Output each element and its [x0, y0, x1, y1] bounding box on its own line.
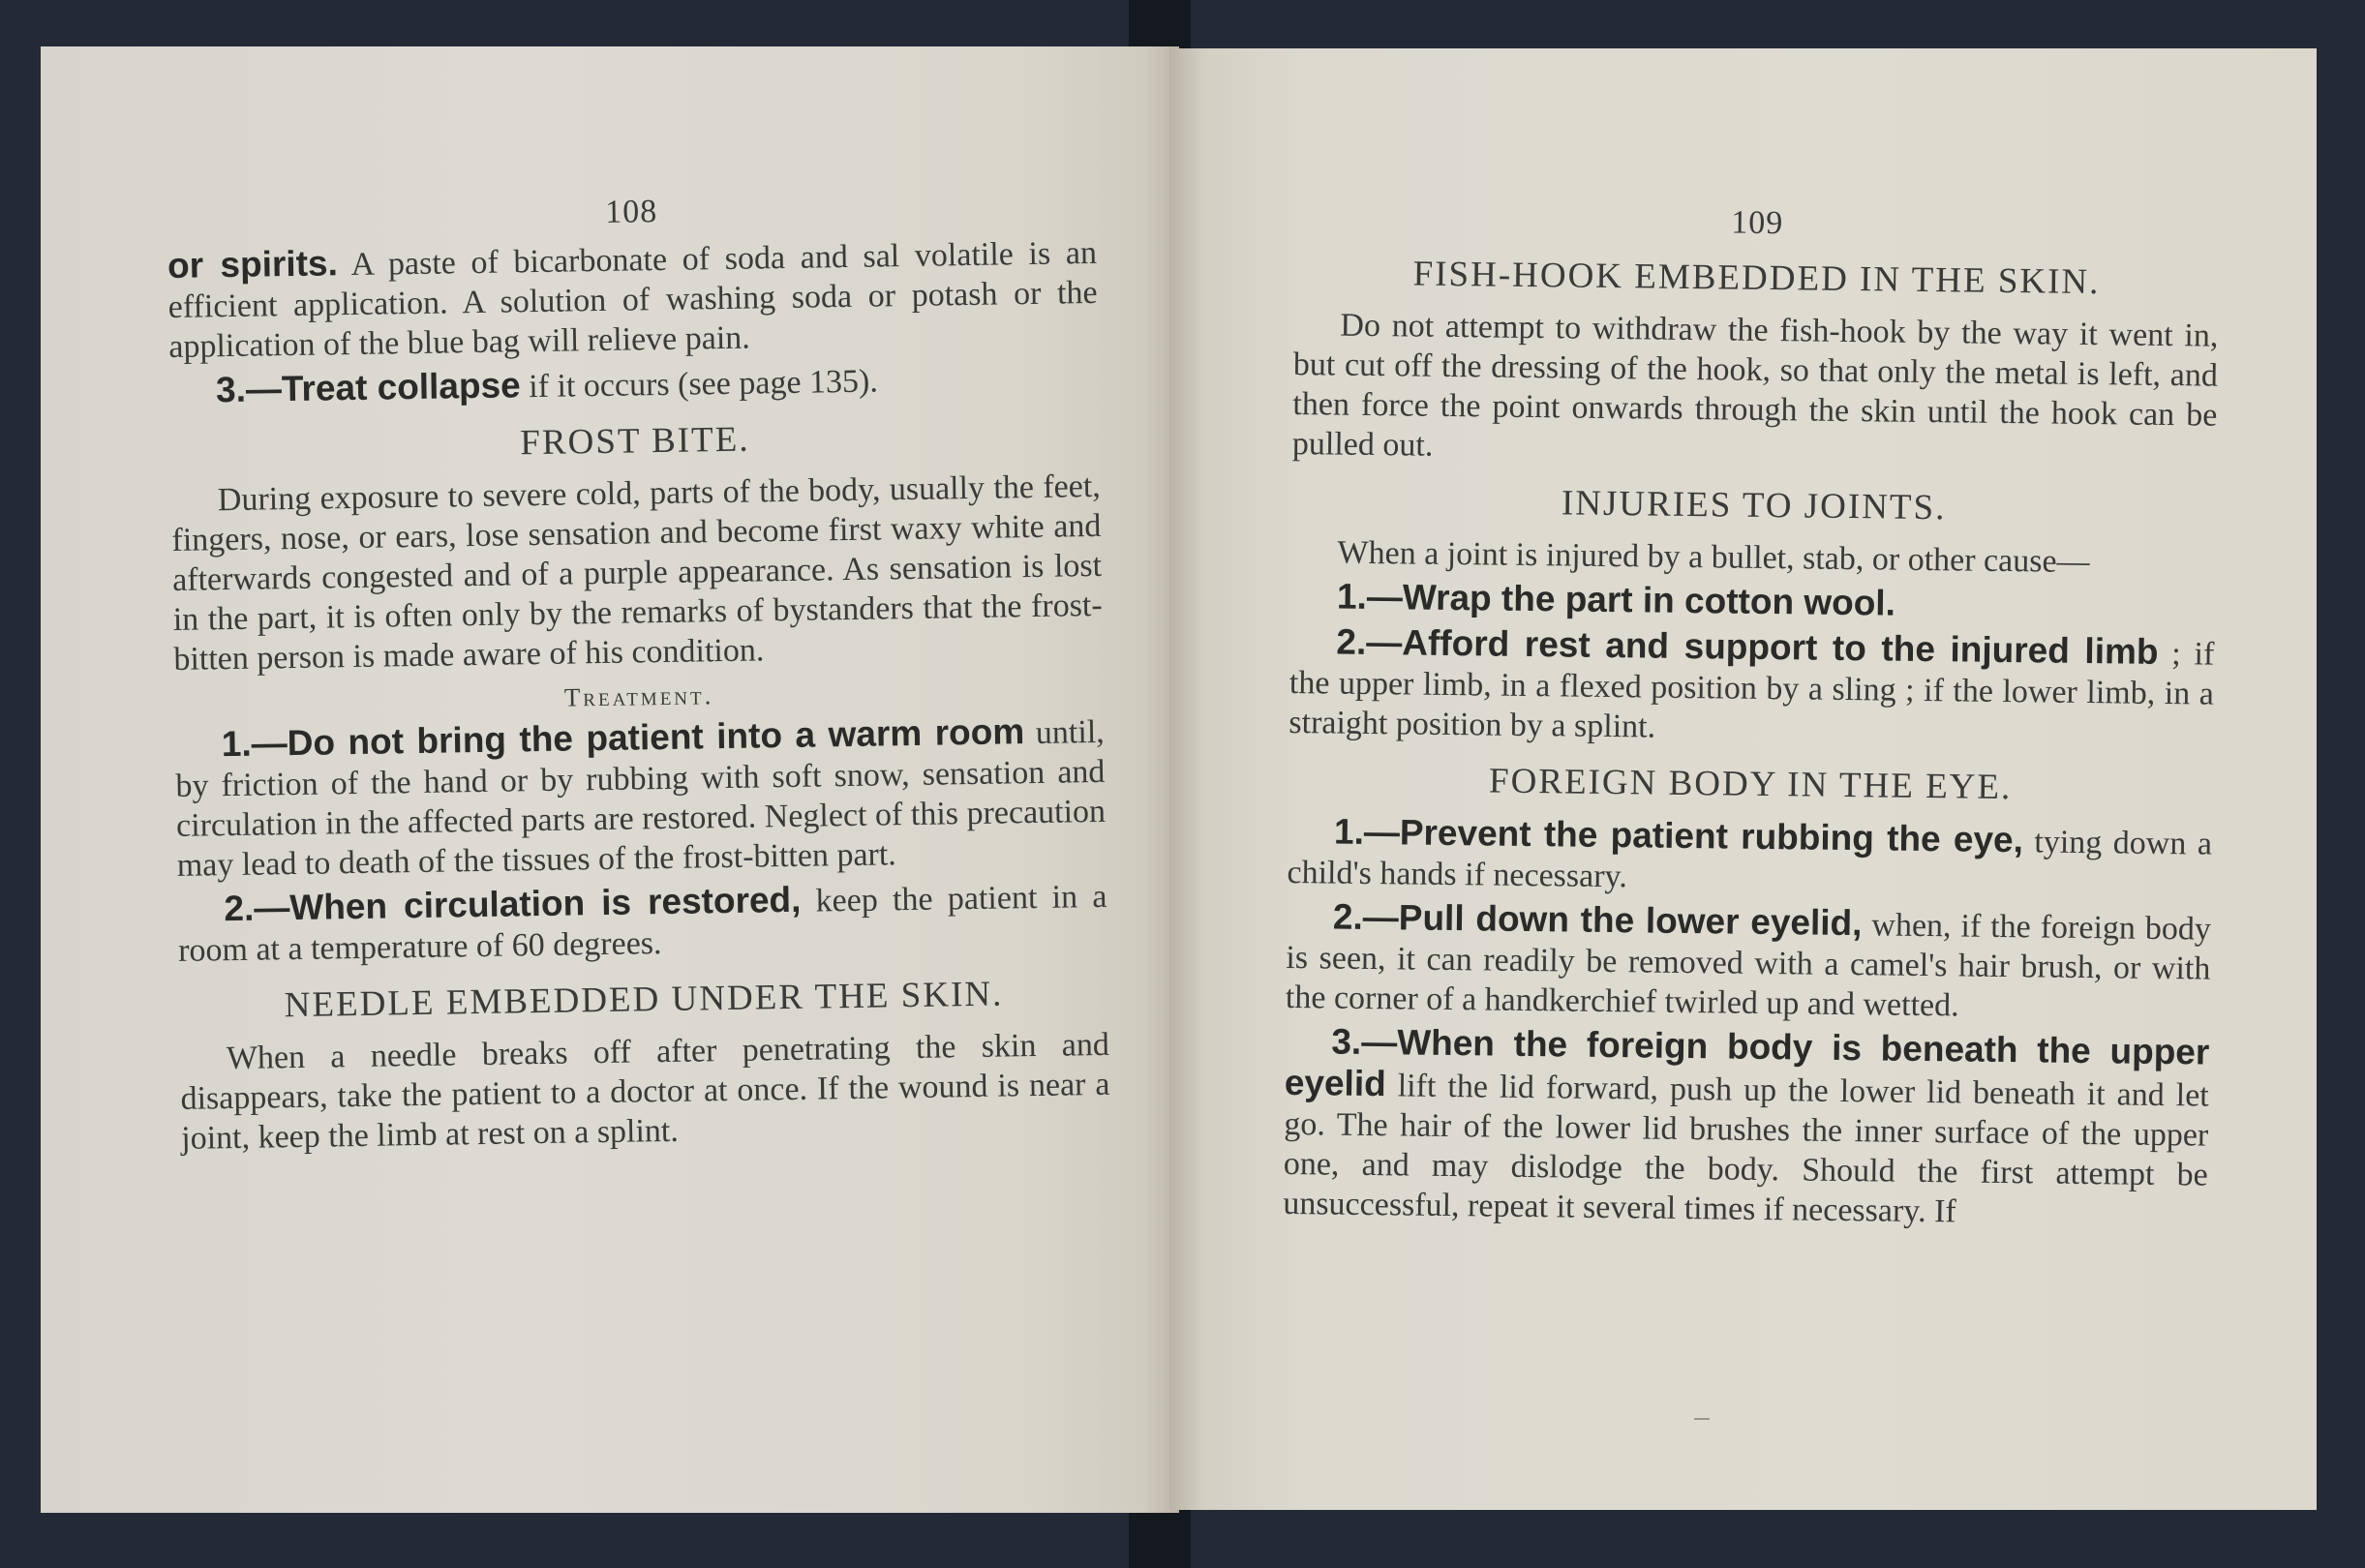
joints-body: When a joint is injured by a bullet, stab, or other cause— [1337, 534, 2090, 581]
eye-heading: FOREIGN BODY IN THE EYE. [1488, 761, 2013, 808]
needle-heading: NEEDLE EMBEDDED UNDER THE SKIN. [284, 974, 1004, 1026]
item-number: 1.— [1336, 576, 1404, 618]
joints-item-1 [1290, 576, 2215, 629]
treatment-subheading: Treatment. [563, 680, 714, 712]
frost-item-1 [174, 710, 1106, 886]
item-bold: Pull down the lower eyelid, [1398, 897, 1863, 944]
item-text: tying down a child's hands if necessary. [1287, 824, 2213, 895]
frost-bite-body: During exposure to severe cold, parts of the body, usually the feet, fingers, nose, or ears, lose sensation and become first waxy white and afterwards congested and of a purple appearance. As sensation is lost in the part, it is often only by the remarks of bystanders that the frost-bitten person is made aware of his condition. [171, 467, 1103, 678]
needle-body: When a needle breaks off after penetrating the skin and disappears, take the patient to a doctor at once. If the wound is near a joint, keep the limb at rest on a splint. [180, 1026, 1110, 1157]
item-number: 3.— [1331, 1021, 1398, 1063]
item-bold: Do not bring the patient into a warm room [287, 711, 1025, 764]
item-text: if it occurs (see page 135). [520, 363, 879, 406]
frost-bite-heading: FROST BITE. [520, 419, 750, 464]
intro-lead: or spirits. [167, 243, 339, 286]
item-bold: Afford rest and support to the injured limb [1402, 622, 2159, 672]
intro-paragraph [167, 231, 1099, 367]
item-number: 1.— [221, 723, 288, 765]
fish-hook-body: Do not attempt to withdraw the fish-hook by the way it went in, but cut off the dressing of the hook, so that only the metal is left, and then force the point onwards through the skin until the hook can be pulled out. [1291, 307, 2219, 464]
item-bold: When the foreign body is beneath the upper eyelid [1284, 1022, 2210, 1104]
frost-item-2 [177, 875, 1107, 971]
page-number-right: 109 [1731, 204, 1784, 242]
eye-item-3 [1283, 1021, 2209, 1235]
item-number: 2.— [1332, 896, 1400, 938]
eye-item-2 [1286, 896, 2211, 1029]
joints-item-2 [1289, 621, 2214, 754]
item-text: lift the lid forward, push up the lower lid beneath it and let go. The hair of the lower lid brushes the inner surface of the upper one, and may dislodge the body. Should the first attempt be unsuccessful, repeat it several times if necessary. If [1283, 1068, 2209, 1230]
item-number: 1.— [1333, 811, 1401, 853]
item-number: 2.— [224, 888, 290, 929]
joints-heading: INJURIES TO JOINTS. [1561, 483, 1947, 528]
intro-text: A paste of bicarbonate of soda and sal volatile is an efficient application. A solution of washing soda or potash or the application of the blue bag will relieve pain. [167, 234, 1098, 365]
fish-hook-heading: FISH-HOOK EMBEDDED IN THE SKIN. [1412, 254, 2101, 303]
item-text: ; if the upper limb, in a flexed position by a sling ; if the lower limb, in a straight position by a splint. [1289, 635, 2215, 745]
item-bold: When circulation is restored, [289, 879, 802, 928]
item-bold: Treat collapse [281, 365, 522, 409]
eye-item-1 [1287, 811, 2212, 904]
item-text: when, if the foreign body is seen, it can readily be removed with a camel's hair brush, or with the corner of a handkerchief twirled up and wetted. [1285, 907, 2212, 1024]
item-bold: Prevent the patient rubbing the eye, [1399, 812, 2024, 860]
left-page-column [167, 187, 1110, 1159]
item-bold: Wrap the part in cotton wool. [1402, 577, 1896, 623]
page-mark [1694, 1418, 1710, 1420]
item-text: keep the patient in a room at a temperature of 60 degrees. [177, 878, 1107, 969]
page-number-left: 108 [604, 194, 658, 230]
right-page-column [1283, 199, 2220, 1235]
item-number: 2.— [1336, 621, 1403, 663]
right-page [1169, 48, 2317, 1510]
item-text: until, by friction of the hand or by rubbing with soft snow, sensation and circulation in the affected parts are restored. Neglect of this precaution may lead to death of the tissues of the frost-bitten part. [175, 713, 1107, 884]
item-number: 3.— [215, 369, 283, 410]
left-page [41, 46, 1179, 1513]
